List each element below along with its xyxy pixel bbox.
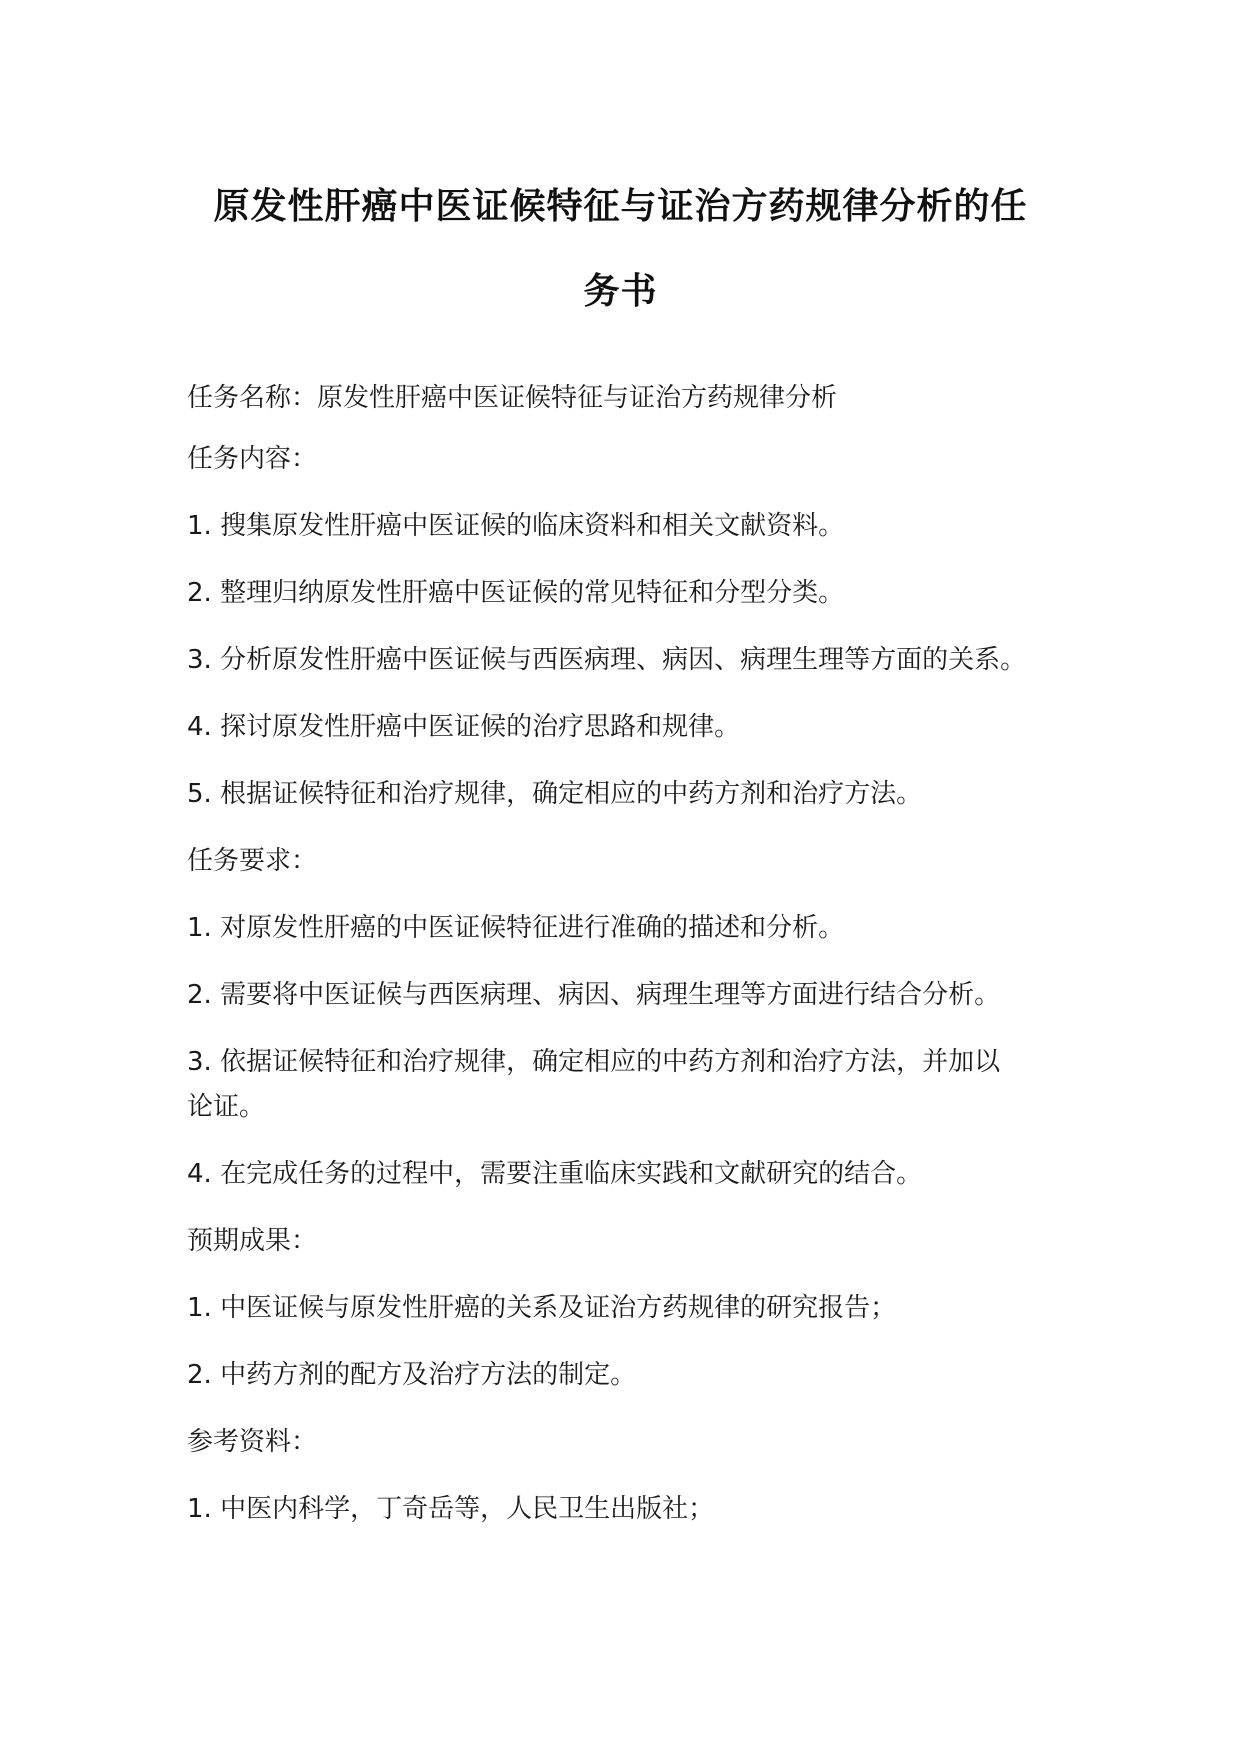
task-content-item: 5. 根据证候特征和治疗规律，确定相应的中药方剂和治疗方法。 bbox=[187, 779, 923, 809]
expected-results-item: 2. 中药方剂的配方及治疗方法的制定。 bbox=[187, 1360, 637, 1390]
task-content-item: 1. 搜集原发性肝癌中医证候的临床资料和相关文献资料。 bbox=[187, 511, 845, 541]
task-requirements-item: 1. 对原发性肝癌的中医证候特征进行准确的描述和分析。 bbox=[187, 913, 845, 943]
task-requirements-heading: 任务要求： bbox=[187, 846, 318, 876]
task-requirements-item: 4. 在完成任务的过程中，需要注重临床实践和文献研究的结合。 bbox=[187, 1159, 923, 1189]
references-heading: 参考资料： bbox=[187, 1427, 318, 1457]
task-requirements-item: 3. 依据证候特征和治疗规律，确定相应的中药方剂和治疗方法，并加以 bbox=[187, 1047, 1001, 1077]
expected-results-heading: 预期成果： bbox=[187, 1226, 318, 1256]
task-content-item: 3. 分析原发性肝癌中医证候与西医病理、病因、病理生理等方面的关系。 bbox=[187, 645, 1027, 675]
task-requirements-item: 2. 需要将中医证候与西医病理、病因、病理生理等方面进行结合分析。 bbox=[187, 980, 1001, 1010]
task-content-heading: 任务内容： bbox=[187, 444, 318, 474]
document-title-line-2: 务书 bbox=[583, 271, 658, 312]
document-title-line-1: 原发性肝癌中医证候特征与证治方药规律分析的任 bbox=[213, 186, 1028, 227]
task-content-item: 2. 整理归纳原发性肝癌中医证候的常见特征和分型分类。 bbox=[187, 578, 845, 608]
task-name: 任务名称：原发性肝癌中医证候特征与证治方药规律分析 bbox=[187, 383, 838, 413]
task-requirements-item-continued: 论证。 bbox=[187, 1092, 266, 1122]
references-item: 1. 中医内科学，丁奇岳等，人民卫生出版社； bbox=[187, 1494, 715, 1524]
expected-results-item: 1. 中医证候与原发性肝癌的关系及证治方药规律的研究报告； bbox=[187, 1293, 897, 1323]
task-content-item: 4. 探讨原发性肝癌中医证候的治疗思路和规律。 bbox=[187, 712, 741, 742]
